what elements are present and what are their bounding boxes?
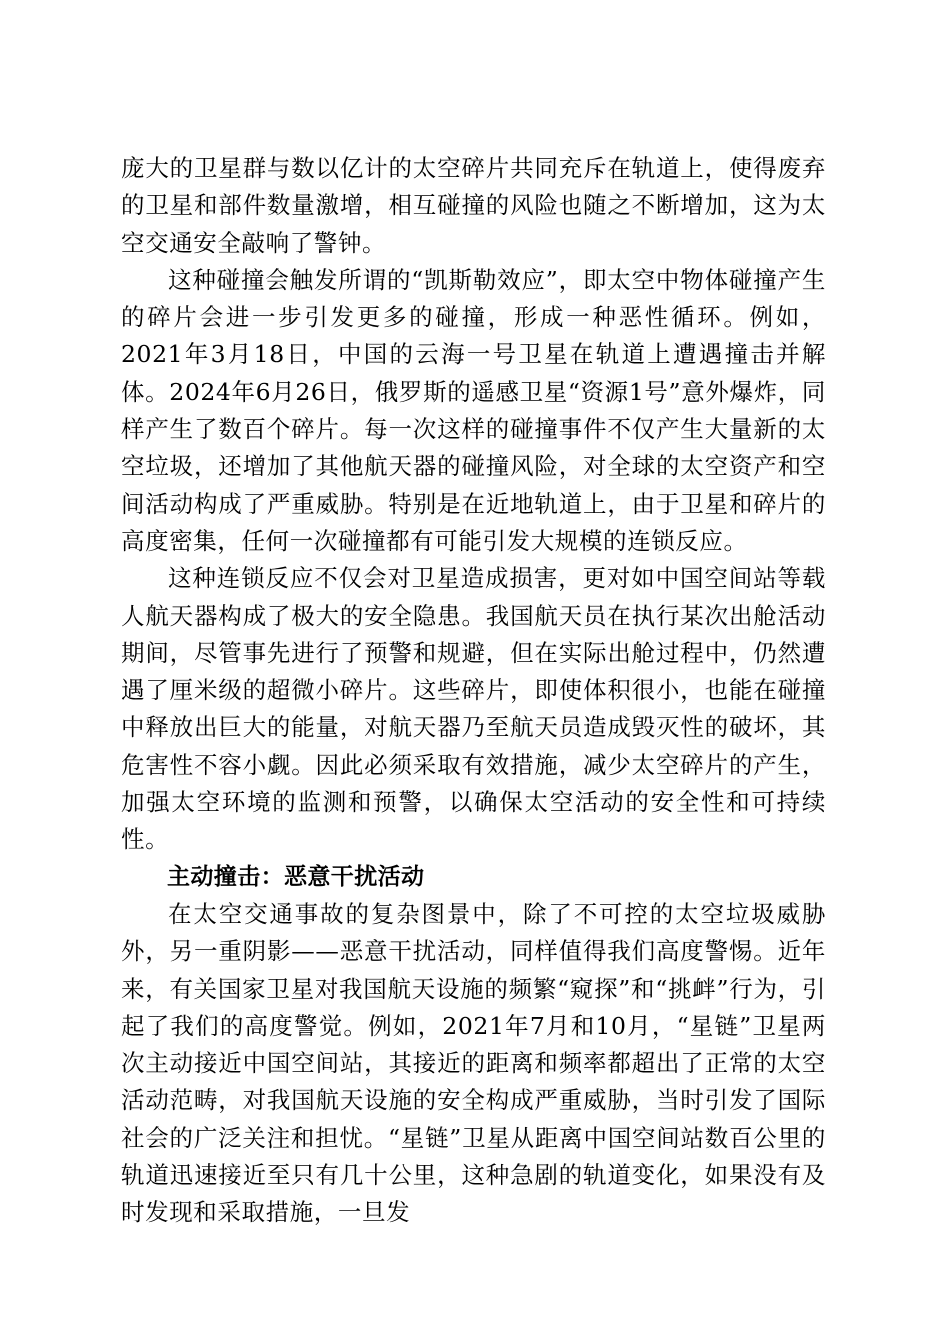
document-page <box>121 150 826 1232</box>
section-heading: 主动撞击：恶意干扰活动 <box>167 863 425 890</box>
paragraph-4: 在太空交通事故的复杂图景中，除了不可控的太空垃圾威胁外，另一重阴影——恶意干扰活动，同样值得我们高度警惕。近年来，有关国家卫星对我国航天设施的频繁“窥探”和“挑衅”行为，引起了我们的高度警觉。例如，2021年7月和10月，“星链”卫星两次主动接近中国空间站，其接近的距离和频率都超出了正常的太空活动范畴，对我国航天设施的安全构成严重威胁，当时引发了国际社会的广泛关注和担忧。“星链”卫星从距离中国空间站数百公里的轨道迅速接近至只有几十公里，这种急剧的轨道变化，如果没有及时发现和采取措施，一旦发 <box>121 899 826 1227</box>
paragraph-2: 这种碰撞会触发所谓的“凯斯勒效应”，即太空中物体碰撞产生的碎片会进一步引发更多的碰撞，形成一种恶性循环。例如，2021年3月18日，中国的云海一号卫星在轨道上遭遇撞击并解体。2024年6月26日，俄罗斯的遥感卫星“资源1号”意外爆炸，同样产生了数百个碎片。每一次这样的碰撞事件不仅产生大量新的太空垃圾，还增加了其他航天器的碰撞风险，对全球的太空资产和空间活动构成了严重威胁。特别是在近地轨道上，由于卫星和碎片的高度密集，任何一次碰撞都有可能引发大规模的连锁反应。 <box>121 265 826 555</box>
paragraph-1: 庞大的卫星群与数以亿计的太空碎片共同充斥在轨道上，使得废弃的卫星和部件数量激增，相互碰撞的风险也随之不断增加，这为太空交通安全敲响了警钟。 <box>121 154 826 257</box>
paragraph-3: 这种连锁反应不仅会对卫星造成损害，更对如中国空间站等载人航天器构成了极大的安全隐患。我国航天员在执行某次出舱活动期间，尽管事先进行了预警和规避，但在实际出舱过程中，仍然遭遇了厘米级的超微小碎片。这些碎片，即使体积很小，也能在碰撞中释放出巨大的能量，对航天器乃至航天员造成毁灭性的破坏，其危害性不容小觑。因此必须采取有效措施，减少太空碎片的产生，加强太空环境的监测和预警，以确保太空活动的安全性和可持续性。 <box>121 564 826 854</box>
